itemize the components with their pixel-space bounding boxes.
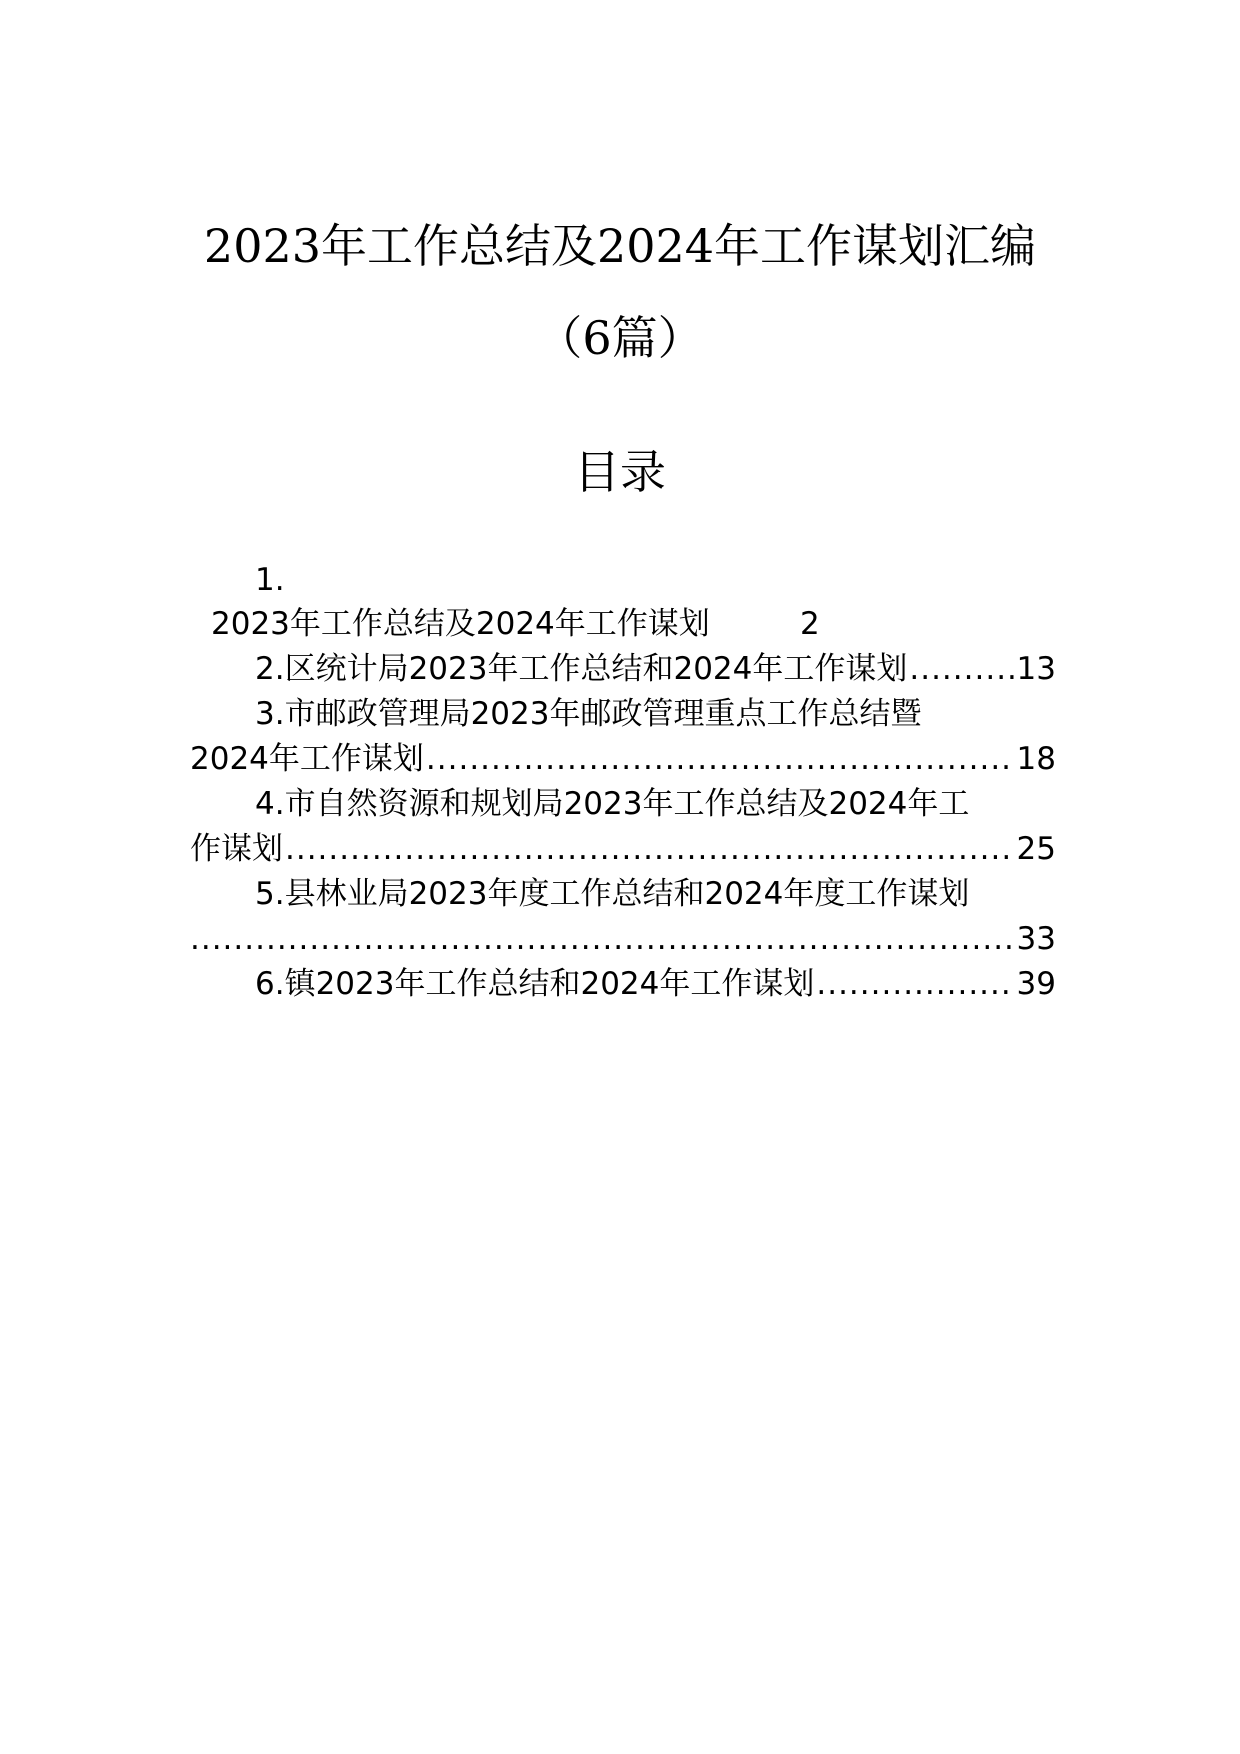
toc-entry-5-line1[interactable] (255, 872, 969, 916)
toc-entry-5-page: 33 (1016, 921, 1056, 957)
toc-entry-1-title[interactable]: 2023年工作总结及2024年工作谋划 (211, 606, 710, 642)
toc-entry-4-line2[interactable] (190, 827, 1056, 871)
toc-entry-3-line2[interactable] (190, 737, 1056, 781)
toc-entry-1-number: 1. (255, 562, 285, 598)
toc-entry-2[interactable] (255, 647, 1056, 691)
toc-entry-6-page: 39 (1016, 966, 1056, 1002)
toc-entry-1-page: 2 (800, 606, 820, 642)
toc-entry-4-title-line1: 市自然资源和规划局2023年工作总结及2024年工 (284, 786, 970, 822)
document-title: 2023年工作总结及2024年工作谋划汇编 (203, 219, 1037, 273)
toc-entry-3-leader (426, 737, 1015, 781)
toc-entry-5-title-line1: 县林业局2023年度工作总结和2024年度工作谋划 (284, 876, 970, 912)
toc-entry-3-title-line1: 市邮政管理局2023年邮政管理重点工作总结暨 (284, 696, 922, 732)
toc-entry-2-page: 13 (1016, 651, 1056, 687)
toc-entry-6[interactable] (255, 962, 1056, 1006)
toc-entry-2-leader (909, 647, 1014, 691)
toc-entry-3-title-line2: 2024年工作谋划 (190, 741, 424, 777)
toc-entry-4-leader (285, 827, 1015, 871)
toc-entry-6-leader (816, 962, 1014, 1006)
toc-entry-3-line1[interactable] (255, 692, 921, 736)
document-subtitle-count: （6篇） (536, 311, 704, 365)
toc-entry-4-title-line2: 作谋划 (190, 831, 283, 867)
toc-entry-6-number: 6. (255, 966, 285, 1002)
toc-entry-2-number: 2. (255, 651, 285, 687)
toc-entry-4-page: 25 (1016, 831, 1056, 867)
toc-entry-5-line2[interactable] (190, 917, 1056, 961)
toc-entry-3-number: 3. (255, 696, 285, 732)
toc-entry-5-leader (190, 917, 1015, 961)
toc-entry-3-page: 18 (1016, 741, 1056, 777)
toc-entry-4-number: 4. (255, 786, 285, 822)
toc-entry-4-line1[interactable] (255, 782, 969, 826)
toc-entry-2-title: 区统计局2023年工作总结和2024年工作谋划 (284, 651, 908, 687)
toc-heading: 目录 (574, 445, 666, 499)
toc-entry-5-number: 5. (255, 876, 285, 912)
toc-entry-6-title: 镇2023年工作总结和2024年工作谋划 (284, 966, 815, 1002)
